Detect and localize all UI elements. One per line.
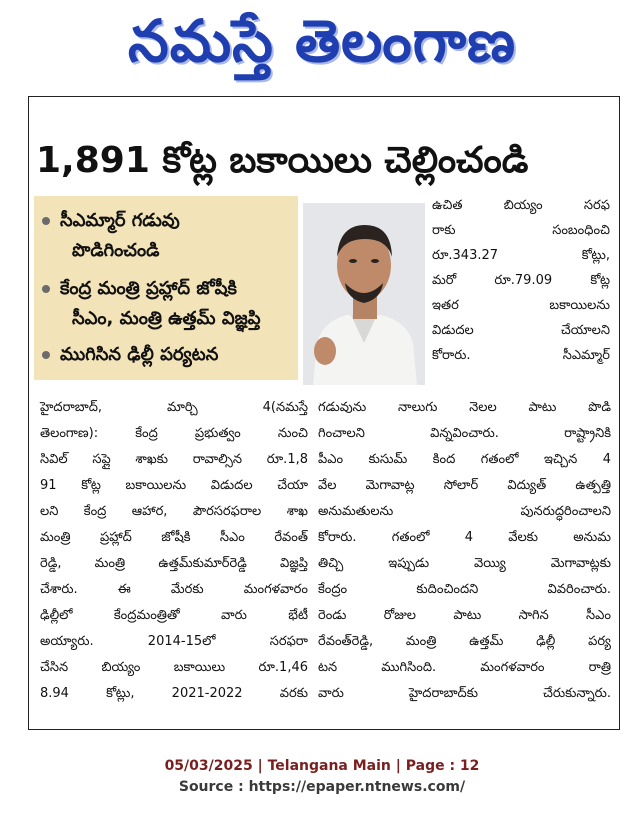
text-line: రెండు రోజుల పాటు సాగిన సీఎం bbox=[318, 608, 611, 623]
text-line: గించాలని విన్నవించారు. రాష్ట్రానికి bbox=[318, 426, 611, 441]
text-line: కోరారు. సీఎమ్మార్ bbox=[432, 348, 610, 363]
text-line: కోరారు. గతంలో 4 వేలకు అనుమ bbox=[318, 530, 611, 545]
highlight-text: కేంద్ర మంత్రి ప్రహ్లాద్ జోషీకి bbox=[60, 278, 237, 299]
highlight-item bbox=[42, 278, 237, 303]
text-line: అనుమతులను పునరుద్ధరించాలని bbox=[318, 504, 611, 519]
text-line: పీఎం కుసుమ్ కింద గతంలో ఇచ్చిన 4 bbox=[318, 452, 611, 467]
source-link[interactable]: Source : https://epaper.ntnews.com/ bbox=[178, 779, 466, 795]
text-line: లని కేంద్ర ఆహార, పౌరసరఫరాల శాఖ bbox=[40, 504, 308, 519]
text-line: రాకు సంబంధించి bbox=[432, 223, 610, 238]
text-line: కేంద్రం కుదించిందని వివరించారు. bbox=[318, 582, 611, 597]
text-line: 91 కోట్ల బకాయిలను విడుదల చేయా bbox=[40, 478, 308, 493]
bullet-icon bbox=[42, 285, 50, 293]
text-line: చేశారు. ఈ మేరకు మంగళవారం bbox=[40, 582, 308, 597]
highlight-item bbox=[42, 344, 218, 369]
highlights-box bbox=[34, 196, 298, 380]
text-line: తెలంగాణ): కేంద్ర ప్రభుత్వం నుంచి bbox=[40, 426, 308, 441]
highlight-text: సీఎమ్మార్ గడువు bbox=[60, 210, 180, 231]
text-line: టన ముగిసింది. మంగళవారం రాత్రి bbox=[318, 660, 611, 675]
edition-info: 05/03/2025 | Telangana Main | Page : 12 bbox=[164, 758, 480, 774]
highlight-text: ముగిసిన ఢిల్లీ పర్యటన bbox=[60, 344, 219, 365]
highlight-continuation: సీఎం, మంత్రి ఉత్తమ్ విజ్ఞప్తి bbox=[72, 308, 261, 329]
masthead bbox=[0, 0, 644, 90]
text-line: రూ.343.27 కోట్లు, bbox=[432, 248, 610, 263]
text-line: రెడ్డి, మంత్రి ఉత్తమ్‌కుమార్‌రెడ్డి విజ్ఞప్తి bbox=[40, 556, 308, 571]
bullet-icon bbox=[42, 351, 50, 359]
text-line: 8.94 కోట్లు, 2021-2022 వరకు bbox=[40, 686, 308, 701]
text-line: చేసిన బియ్యం బకాయిలు రూ.1,46 bbox=[40, 660, 308, 675]
text-line: ఢిల్లీలో కేంద్రమంత్రితో వారు భేటీ bbox=[40, 608, 308, 623]
text-line: వేల మెగావాట్ల సోలార్ విద్యుత్ ఉత్పత్తి bbox=[318, 478, 611, 493]
bullet-icon bbox=[42, 217, 50, 225]
text-line: అయ్యారు. 2014-15లో సరఫరా bbox=[40, 634, 308, 649]
portrait-photo bbox=[303, 203, 425, 385]
text-line: ఉచిత బియ్యం సరఫ bbox=[432, 198, 610, 213]
highlight-continuation: పొడిగించండి bbox=[72, 240, 160, 261]
text-line: వారు హైదరాబాద్‌కు చేరుకున్నారు. bbox=[318, 686, 611, 701]
text-line: మంత్రి ప్రహ్లాద్ జోషీకి సీఎం రేవంత్ bbox=[40, 530, 308, 545]
portrait-illustration bbox=[303, 203, 425, 385]
text-line: మరో రూ.79.09 కోట్ల bbox=[432, 273, 610, 288]
highlight-item bbox=[42, 210, 180, 235]
text-line: గడువును నాలుగు నెలల పాటు పొడి bbox=[318, 400, 611, 415]
text-line: హైదరాబాద్, మార్చి 4(నమస్తే bbox=[40, 400, 308, 415]
text-line: తిచ్చి ఇప్పుడు వెయ్యి మెగావాట్లకు bbox=[318, 556, 611, 571]
text-line: విడుదల చేయాలని bbox=[432, 323, 610, 338]
text-line: రేవంత్‌రెడ్డి, మంత్రి ఉత్తమ్ ఢిల్లీ పర్య bbox=[318, 634, 611, 649]
text-line: సివిల్ సప్లై శాఖకు రావాల్సిన రూ.1,8 bbox=[40, 452, 308, 467]
article-headline: 1,891 కోట్ల బకాయిలు చెల్లించండి bbox=[36, 140, 529, 181]
newspaper-title: నమస్తే తెలంగాణ bbox=[128, 7, 516, 75]
text-line: ఇతర బకాయిలను bbox=[432, 298, 610, 313]
